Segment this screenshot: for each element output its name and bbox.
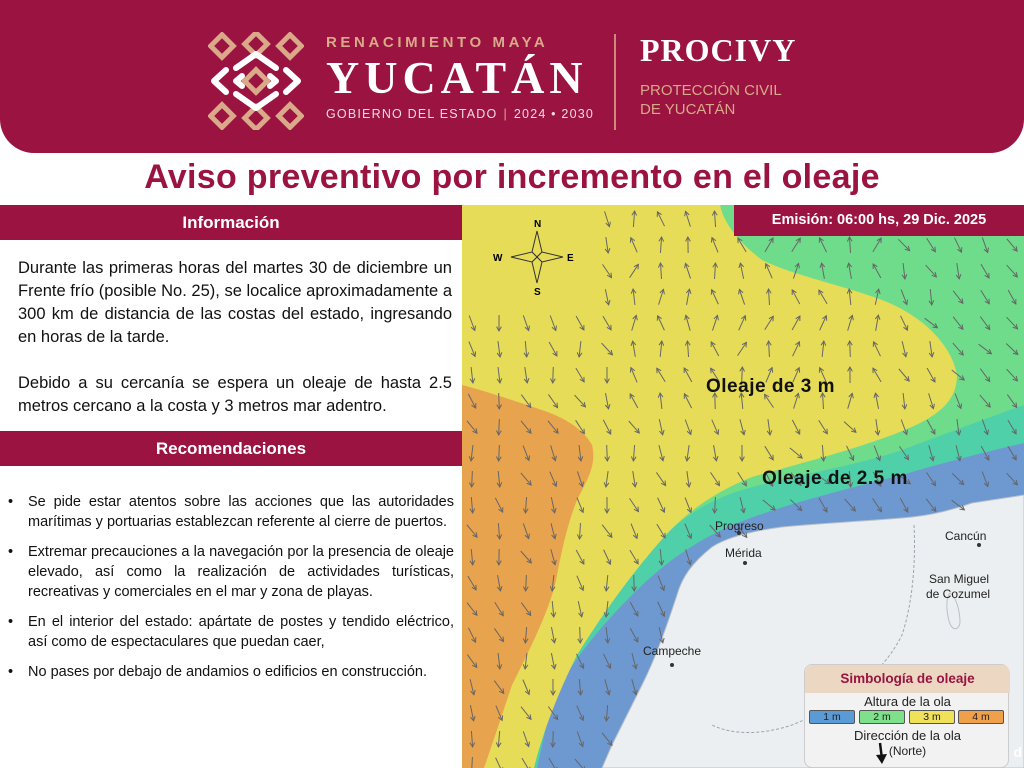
wave-arrow xyxy=(499,393,500,409)
city-dot-merida xyxy=(743,561,747,565)
legend-height-label: Altura de la ola xyxy=(864,694,951,709)
city-dot-cancun xyxy=(977,543,981,547)
edge-letter: d xyxy=(1013,744,1022,760)
legend-swatch-4m: 4 m xyxy=(958,710,1004,724)
compass-e: E xyxy=(567,253,574,264)
recommendations-list xyxy=(8,492,454,692)
wave-arrow xyxy=(499,419,500,435)
info-paragraph-2: Debido a su cercanía se espera un oleaje de hasta 2.5 metros cercano a la costa y 3 metros mar adentro. xyxy=(18,374,452,415)
label-3m: Oleaje de 3 m xyxy=(706,376,836,397)
info-body xyxy=(18,257,452,418)
emission-banner: Emisión: 06:00 hs, 29 Dic. 2025 xyxy=(734,205,1024,236)
label-2-5m: Oleaje de 2.5 m xyxy=(762,468,908,489)
compass-s: S xyxy=(534,287,541,298)
list-item xyxy=(8,542,454,602)
org-full-line2: DE YUCATÁN xyxy=(640,101,736,118)
list-item-text: Extremar precauciones a la navegación por la presencia de oleaje elevado, así como la realización de actividades turísticas, recreativas y comerciales en el mar y zona de playas. xyxy=(28,544,454,600)
info-heading: Información xyxy=(0,205,462,240)
org-full-name xyxy=(640,81,796,119)
brand-subtitle xyxy=(326,107,594,121)
wave-legend xyxy=(804,664,1009,768)
list-item xyxy=(8,492,454,532)
list-item-text: No pases por debajo de andamios o edificios en construcción. xyxy=(28,664,427,680)
legend-swatch-1m: 1 m xyxy=(809,710,855,724)
legend-direction-label: Dirección de la ola xyxy=(854,728,961,743)
org-block xyxy=(640,32,796,119)
wave-arrow xyxy=(607,445,608,461)
wave-arrow xyxy=(472,471,473,487)
bullet-icon: • xyxy=(8,544,14,560)
arrow-down-icon xyxy=(873,741,889,765)
city-dot-campeche xyxy=(670,663,674,667)
legend-direction-sub: (Norte) xyxy=(888,744,927,758)
bullet-icon: • xyxy=(8,494,14,510)
header-divider xyxy=(614,34,616,130)
bullet-icon: • xyxy=(8,614,14,630)
brand-name: YUCATÁN xyxy=(326,52,588,103)
bullet-icon: • xyxy=(8,664,14,680)
city-cozumel-2: de Cozumel xyxy=(926,587,991,601)
city-campeche: Campeche xyxy=(643,644,702,658)
list-item xyxy=(8,612,454,652)
wave-arrow xyxy=(553,367,554,383)
brand-sub-right: 2024 • 2030 xyxy=(513,107,595,121)
legend-swatch-3m: 3 m xyxy=(909,710,955,724)
brand-sub-left: GOBIERNO DEL ESTADO xyxy=(326,107,498,121)
list-item-text: En el interior del estado: apártate de postes y tendido eléctrico, así como de espectaculares que puedan caer, xyxy=(28,614,454,650)
brand-sub-separator: | xyxy=(503,107,508,121)
city-cozumel-1: San Miguel xyxy=(929,572,990,586)
legend-title: Simbología de oleaje xyxy=(805,665,1010,693)
compass-w: W xyxy=(493,253,503,264)
list-item-text: Se pide estar atentos sobre las acciones que las autoridades marítimas y portuarias establezcan referente al cierre de puertos. xyxy=(28,494,454,530)
org-name: PROCIVY xyxy=(640,32,797,68)
wave-arrow xyxy=(850,341,851,357)
brand-block xyxy=(326,34,594,121)
compass-n: N xyxy=(534,219,542,230)
header-banner xyxy=(0,0,1024,153)
yucatan-logo-icon xyxy=(208,32,304,130)
legend-swatch-2m: 2 m xyxy=(859,710,905,724)
brand-tagline: RENACIMIENTO MAYA xyxy=(326,34,549,51)
page-title: Aviso preventivo por incremento en el oleaje xyxy=(144,158,880,196)
info-paragraph-1: Durante las primeras horas del martes 30 de diciembre un Frente frío (posible No. 25), se localice aproximadamente a 300 km de distancia de las costas del estado, ingresando en horas de la tarde. xyxy=(18,259,452,346)
list-item xyxy=(8,662,454,682)
wave-arrow xyxy=(580,627,581,643)
city-progreso: Progreso xyxy=(715,519,764,533)
city-merida: Mérida xyxy=(725,546,762,560)
recommendations-heading: Recomendaciones xyxy=(0,431,462,466)
org-full-line1: PROTECCIÓN CIVIL xyxy=(640,82,782,99)
city-cancun: Cancún xyxy=(945,529,987,543)
